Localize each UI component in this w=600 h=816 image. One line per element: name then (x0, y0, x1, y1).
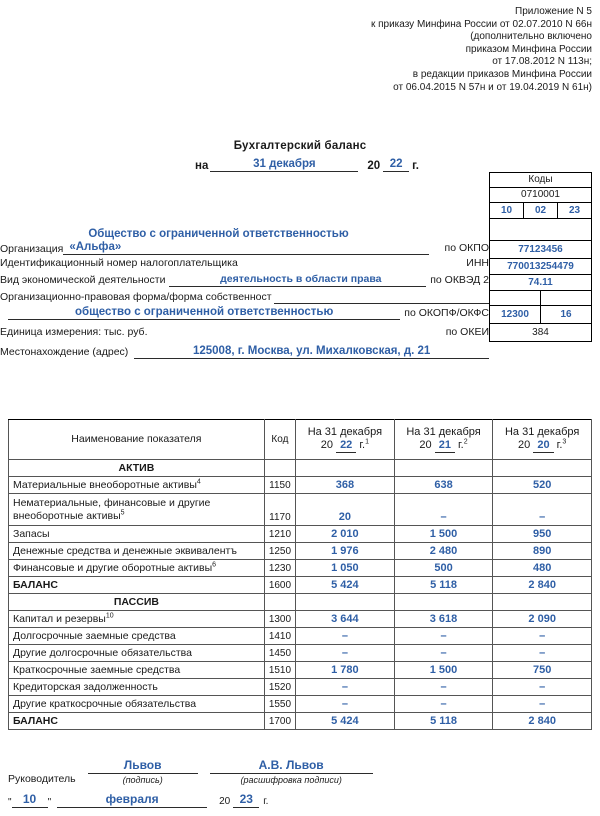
opf-label: Организационно-правовая форма/форма собственност (0, 291, 272, 303)
codes-okved-row (490, 275, 591, 291)
row-value-2: – (394, 645, 493, 662)
codes-okud-row (490, 188, 591, 203)
codes-spacer-row (490, 219, 591, 241)
report-year-value[interactable]: 22 (383, 158, 409, 172)
header-col-3-prefix: 20 (518, 439, 531, 451)
row-code: 1150 (264, 477, 295, 494)
okei-label: по ОКЕИ (445, 326, 489, 338)
row-value-1: – (296, 645, 395, 662)
org-label: Организация (0, 243, 64, 255)
asset-section-code (264, 460, 295, 477)
okpo-label: по ОКПО (444, 242, 489, 254)
row-code: 1210 (264, 526, 295, 543)
header-indicator-name: Наименование показателя (9, 420, 265, 460)
okved-label: по ОКВЭД 2 (430, 274, 489, 286)
codes-okpo-row (490, 241, 591, 259)
reference-line: от 06.04.2015 N 57н и от 19.04.2019 N 61н) (393, 81, 592, 93)
reference-line: (дополнительно включено (470, 31, 592, 43)
table-row (9, 696, 592, 713)
table-row (9, 526, 592, 543)
footer-year-prefix: 20 (219, 796, 231, 807)
table-row (9, 611, 592, 628)
header-col-1-year: 22 (336, 439, 356, 453)
reference-line: от 17.08.2012 N 113н; (492, 56, 592, 68)
signature-caption: (подпись) (122, 775, 163, 785)
codes-header-row (490, 173, 591, 188)
row-name: Другие долгосрочные обязательства (9, 645, 265, 662)
date-na-label: на (195, 160, 209, 172)
opf-label-underline (274, 292, 489, 304)
inn-value: 770013254479 (507, 260, 574, 272)
row-value-1: 1 976 (296, 543, 395, 560)
row-name: Краткосрочные заемные средства (9, 662, 265, 679)
codes-inn-row (490, 259, 591, 275)
row-value-3: 480 (493, 560, 592, 577)
page-title: Бухгалтерский баланс (233, 140, 367, 152)
asset-section-v1 (296, 460, 395, 477)
header-col-3-suffix: г. (556, 439, 563, 451)
quote-close: " (47, 797, 52, 808)
inn-row (0, 257, 489, 270)
row-value-1: 368 (296, 477, 395, 494)
title-section (0, 140, 600, 172)
table-row (9, 543, 592, 560)
row-value-1: – (296, 696, 395, 713)
report-year-suffix: г. (412, 160, 419, 172)
row-name (9, 611, 265, 628)
organization-info (0, 228, 489, 359)
okei-value: 384 (532, 326, 549, 338)
inn-code-label: ИНН (466, 257, 489, 269)
row-value-2: 500 (394, 560, 493, 577)
header-col-2-suffix: г. (458, 439, 464, 451)
okud-value: 0710001 (521, 189, 560, 200)
okopf-label: по ОКОПФ/ОКФС (404, 307, 489, 319)
address-value[interactable]: 125008, г. Москва, ул. Михалковская, д. 21 (134, 345, 489, 359)
codes-spacer-cell (490, 219, 591, 240)
row-name-text: Капитал и резервы (13, 613, 106, 625)
codes-date-month: 02 (523, 203, 557, 218)
unit-label: Единица измерения: тыс. руб. (0, 326, 148, 338)
row-name-note: 4 (196, 478, 201, 486)
header-code: Код (264, 420, 295, 460)
signature-value[interactable]: Львов (88, 758, 198, 774)
header-col-2 (394, 420, 493, 460)
row-value-3: – (493, 696, 592, 713)
table-row (9, 679, 592, 696)
liability-section-v2 (394, 594, 493, 611)
row-value-1: 1 780 (296, 662, 395, 679)
row-code: 1230 (264, 560, 295, 577)
row-name: Кредиторская задолженность (9, 679, 265, 696)
codes-date-year: 23 (557, 203, 591, 218)
row-code: 1410 (264, 628, 295, 645)
liability-section-row (9, 594, 592, 611)
liability-total-code: 1700 (264, 713, 295, 730)
header-col-1-prefix: 20 (320, 439, 333, 451)
codes-okopf-row (490, 306, 591, 324)
row-value-2: 2 480 (394, 543, 493, 560)
footer-year[interactable]: 23 (233, 792, 259, 808)
row-value-3: – (493, 628, 592, 645)
opf-value[interactable]: общество с ограниченной ответственностью (8, 306, 400, 320)
fullname-column (210, 758, 373, 786)
activity-row (0, 273, 489, 287)
asset-total-v2: 5 118 (394, 577, 493, 594)
row-name: Запасы (9, 526, 265, 543)
row-value-3: – (493, 645, 592, 662)
activity-value[interactable]: деятельность в области права (169, 273, 426, 287)
row-name-text: Финансовые и другие оборотные активы (13, 562, 213, 574)
footer-date-row (8, 792, 592, 808)
report-date-day[interactable]: 31 декабря (210, 158, 358, 172)
header-col-2-year: 21 (435, 439, 455, 453)
row-value-2: 638 (394, 477, 493, 494)
row-name (9, 560, 265, 577)
footer-month[interactable]: февраля (57, 792, 207, 808)
table-header-row (9, 420, 592, 460)
liability-section-v3 (493, 594, 592, 611)
balance-sheet-table (8, 419, 592, 730)
row-name-text: Нематериальные, финансовые и другие внеоборотные активы (13, 496, 211, 522)
codes-date-row (490, 203, 591, 219)
row-code: 1550 (264, 696, 295, 713)
liability-total-v1: 5 424 (296, 713, 395, 730)
row-code: 1450 (264, 645, 295, 662)
header-col-2-prefix: 20 (419, 439, 432, 451)
header-col-3 (493, 420, 592, 460)
row-code: 1170 (264, 494, 295, 526)
row-value-1: – (296, 628, 395, 645)
report-date-line (0, 158, 600, 172)
row-value-3: 750 (493, 662, 592, 679)
asset-total-label: БАЛАНС (9, 577, 265, 594)
header-col-1-text: На 31 декабря (307, 426, 383, 438)
codes-spacer-row-2 (490, 291, 591, 306)
head-label: Руководитель (8, 773, 76, 785)
liability-section-code (264, 594, 295, 611)
row-value-3: 950 (493, 526, 592, 543)
row-name: Другие краткосрочные обязательства (9, 696, 265, 713)
header-col-3-text: На 31 декабря (504, 426, 580, 438)
row-name: Долгосрочные заемные средства (9, 628, 265, 645)
row-value-2: 1 500 (394, 662, 493, 679)
asset-total-v1: 5 424 (296, 577, 395, 594)
row-name (9, 494, 265, 526)
header-col-3-year: 20 (533, 439, 553, 453)
row-value-1: 3 644 (296, 611, 395, 628)
header-col-1-suffix: г. (359, 439, 366, 451)
row-value-2: – (394, 494, 493, 526)
row-value-3: 520 (493, 477, 592, 494)
fullname-caption: (расшифровка подписи) (240, 775, 342, 785)
codes-header-label: Коды (528, 174, 553, 185)
liability-total-row (9, 713, 592, 730)
org-value[interactable]: «Альфа» (63, 241, 429, 255)
row-name-text: Материальные внеоборотные активы (13, 479, 197, 491)
reference-block (0, 6, 592, 94)
inn-label: Идентификационный номер налогоплательщика (0, 257, 238, 269)
row-code: 1250 (264, 543, 295, 560)
header-col-2-text: На 31 декабря (406, 426, 481, 438)
reference-line: приказом Минфина России (465, 43, 592, 55)
asset-section-row (9, 460, 592, 477)
reference-line: к приказу Минфина России от 02.07.2010 N 66н (370, 18, 592, 30)
address-row (0, 345, 489, 359)
org-name-heading: Общество с ограниченной ответственностью (88, 228, 349, 240)
asset-total-code: 1600 (264, 577, 295, 594)
report-year-prefix: 20 (367, 160, 381, 172)
reference-line: в редакции приказов Минфина России (412, 68, 592, 80)
row-name: Денежные средства и денежные эквивалентъ (9, 543, 265, 560)
header-col-3-note: 3 (562, 438, 567, 446)
okved-value: 74.11 (528, 276, 553, 288)
asset-total-v3: 2 840 (493, 577, 592, 594)
liability-total-label: БАЛАНС (9, 713, 265, 730)
asset-section-v3 (493, 460, 592, 477)
row-value-1: 20 (296, 494, 395, 526)
row-value-3: 890 (493, 543, 592, 560)
codes-box (489, 172, 592, 342)
org-row (0, 241, 489, 255)
table-row (9, 628, 592, 645)
header-col-1-note: 1 (365, 438, 370, 446)
opf-value-row (0, 306, 489, 320)
table-row (9, 477, 592, 494)
footer-day[interactable]: 10 (12, 792, 48, 808)
footer-year-suffix: г. (263, 796, 269, 807)
signature-row (8, 758, 592, 786)
row-code: 1520 (264, 679, 295, 696)
activity-label: Вид экономической деятельности (0, 274, 166, 286)
liability-total-v3: 2 840 (493, 713, 592, 730)
row-name-note: 10 (105, 612, 114, 620)
row-value-2: – (394, 679, 493, 696)
asset-total-row (9, 577, 592, 594)
codes-okei-row (490, 324, 591, 341)
liability-section-v1 (296, 594, 395, 611)
liability-section-label: ПАССИВ (9, 594, 265, 611)
row-code: 1300 (264, 611, 295, 628)
row-name-note: 5 (120, 509, 125, 516)
header-col-1 (296, 420, 395, 460)
quote-open: " (8, 797, 12, 808)
row-value-3: – (493, 679, 592, 696)
table-row (9, 494, 592, 526)
row-value-2: – (394, 628, 493, 645)
codes-spacer-cell-2 (490, 291, 540, 305)
table-row (9, 560, 592, 577)
row-value-1: 2 010 (296, 526, 395, 543)
signature-column (88, 758, 198, 786)
opf-label-row (0, 291, 489, 304)
liability-total-v2: 5 118 (394, 713, 493, 730)
row-value-2: – (394, 696, 493, 713)
codes-date-day: 10 (500, 204, 513, 216)
okopf-value: 12300 (501, 308, 529, 320)
okfs-value: 16 (540, 306, 591, 323)
unit-row (0, 326, 489, 338)
reference-line: Приложение N 5 (515, 6, 592, 17)
row-value-2: 1 500 (394, 526, 493, 543)
row-value-1: 1 050 (296, 560, 395, 577)
signature-block (8, 758, 592, 808)
okpo-value: 77123456 (518, 243, 563, 255)
asset-section-label: АКТИВ (9, 460, 265, 477)
row-value-3: – (493, 494, 592, 526)
row-code: 1510 (264, 662, 295, 679)
fullname-value[interactable]: А.В. Львов (210, 758, 373, 774)
row-value-1: – (296, 679, 395, 696)
row-name-note: 6 (212, 561, 217, 569)
header-col-2-note: 2 (463, 438, 468, 446)
row-name (9, 477, 265, 494)
row-value-2: 3 618 (394, 611, 493, 628)
table-row (9, 662, 592, 679)
asset-section-v2 (394, 460, 493, 477)
row-value-3: 2 090 (493, 611, 592, 628)
address-label: Местонахождение (адрес) (0, 346, 129, 358)
table-row (9, 645, 592, 662)
codes-spacer-cell-3 (540, 291, 591, 305)
